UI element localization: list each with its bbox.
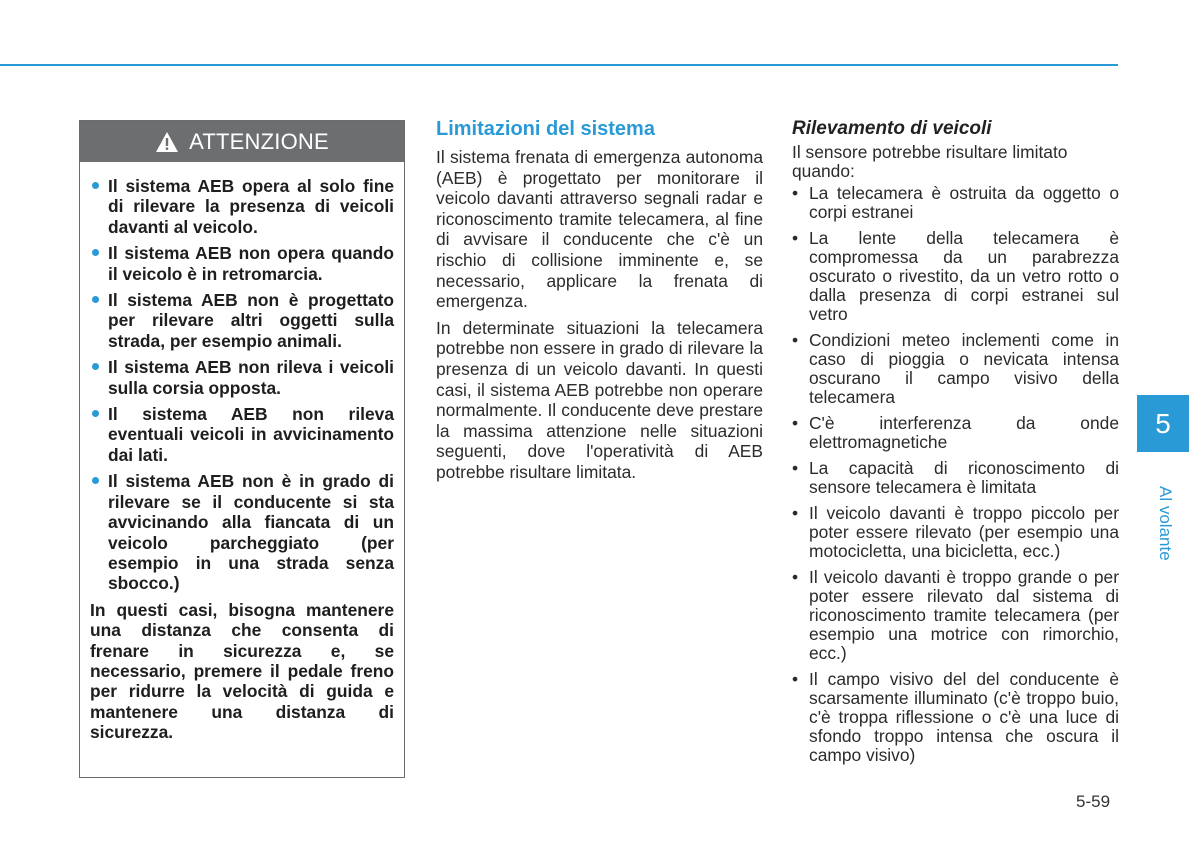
limitations-heading: Limitazioni del sistema xyxy=(436,118,655,140)
warning-bullet: Il sistema AEB non opera quando il veicolo è in retromarcia. xyxy=(90,243,394,284)
warning-bullet: Il sistema AEB non rileva eventuali veicoli in avvicinamento dai lati. xyxy=(90,404,394,465)
chapter-tab xyxy=(1137,395,1189,452)
detection-bullet: • Condizioni meteo inclementi come in caso di pioggia o nevicata intensa oscurano il campo visivo della telecamera xyxy=(792,331,1119,407)
warning-bullet: Il sistema AEB non rileva i veicoli sulla corsia opposta. xyxy=(90,357,394,398)
warning-bullet: Il sistema AEB non è progettato per rilevare altri oggetti sulla strada, per esempio animali. xyxy=(90,290,394,351)
warning-title: ATTENZIONE xyxy=(189,128,329,154)
warning-header xyxy=(80,121,404,162)
limitations-section xyxy=(436,118,763,489)
chapter-label: Al volante xyxy=(1156,486,1175,561)
detection-intro: Il sensore potrebbe risultare limitato quando: xyxy=(792,142,1068,181)
detection-bullet: • Il campo visivo del del conducente è scarsamente illuminato (c'è troppo buio, c'è troppa riflessione o c'è una luce di sfondo troppo intensa che oscura il campo visivo) xyxy=(792,670,1119,765)
detection-bullet: • La lente della telecamera è compromessa da un parabrezza oscurato o rivestito, da un vetro rotto o dalla presenza di corpi estranei sul vetro xyxy=(792,229,1119,324)
warning-closing: In questi casi, bisogna mantenere una distanza che consenta di frenare in sicurezza e, se necessario, premere il pedale freno per ridurre la velocità di guida e mantenere una distanza di sicurezza. xyxy=(90,599,394,743)
warning-bullet: Il sistema AEB opera al solo fine di rilevare la presenza di veicoli davanti al veicolo. xyxy=(90,176,394,237)
warning-triangle-icon xyxy=(155,131,179,153)
detection-heading: Rilevamento di veicoli xyxy=(792,118,992,139)
warning-box xyxy=(79,120,405,778)
detection-bullet: • C'è interferenza da onde elettromagnetiche xyxy=(792,414,1119,452)
detection-bullet: • Il veicolo davanti è troppo piccolo per poter essere rilevato (per esempio una motocicletta, una bicicletta, ecc.) xyxy=(792,504,1119,561)
detection-list xyxy=(792,184,1119,765)
warning-bullet: Il sistema AEB non è in grado di rilevare se il conducente si sta avvicinando alla fiancata di un veicolo parcheggiato (per esempio in una strada senza sbocco.) xyxy=(90,471,394,593)
detection-bullet: • Il veicolo davanti è troppo grande o per poter essere rilevato dal sistema di riconoscimento tramite telecamera (per esempio una motrice con rimorchio, ecc.) xyxy=(792,568,1119,663)
header-rule xyxy=(0,64,1118,66)
limitations-paragraph: In determinate situazioni la telecamera potrebbe non essere in grado di rilevare la presenza di un veicolo davanti. In questi casi, il sistema AEB potrebbe non operare normalmente. Il conducente deve prestare la massima attenzione nelle situazioni seguenti, dove l'operatività di AEB potrebbe risultare limitata. xyxy=(436,317,763,482)
limitations-paragraph: Il sistema frenata di emergenza autonoma (AEB) è progettato per monitorare il veicolo davanti attraverso segnali radar e riconoscimento tramite telecamera, al fine di avvisare il conducente che c'è un rischio di collisione imminente e, se necessario, applicare la frenata di emergenza. xyxy=(436,147,763,312)
detection-bullet: • La telecamera è ostruita da oggetto o corpi estranei xyxy=(792,184,1119,222)
detection-section xyxy=(792,118,1119,772)
detection-bullet: • La capacità di riconoscimento di sensore telecamera è limitata xyxy=(792,459,1119,497)
warning-list xyxy=(90,176,394,594)
page-number: 5-59 xyxy=(1076,792,1111,811)
chapter-number: 5 xyxy=(1155,407,1171,439)
